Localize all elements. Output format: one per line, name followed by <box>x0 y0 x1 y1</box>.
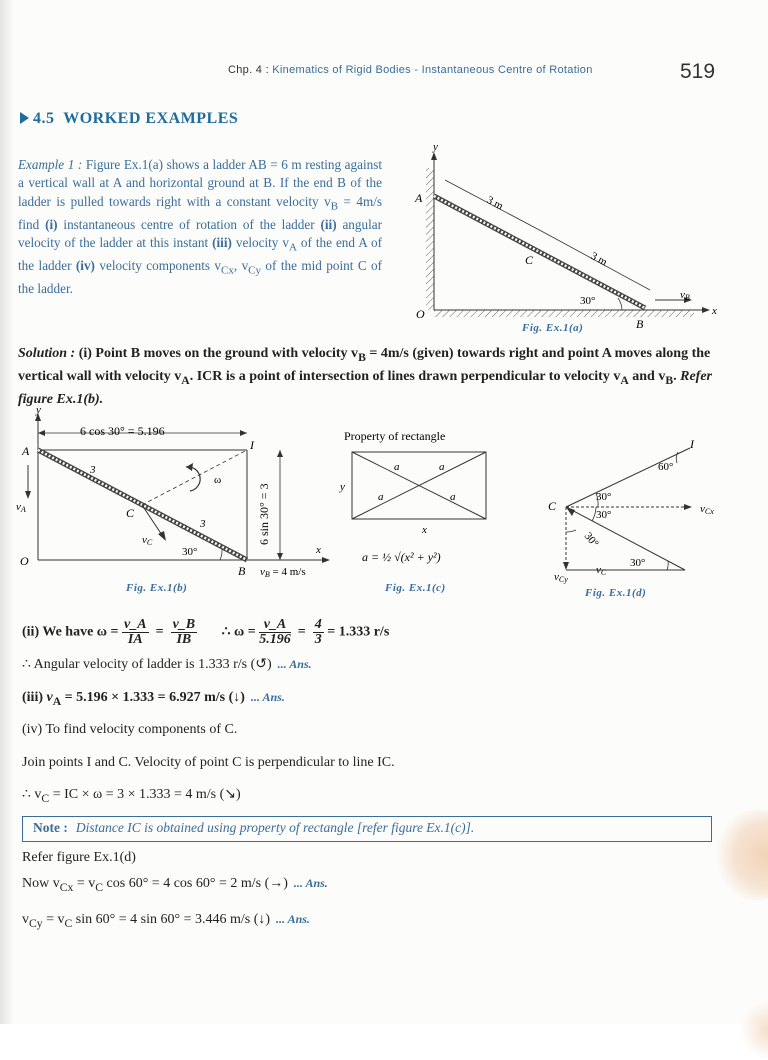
omega-label: ω <box>214 474 222 486</box>
thumb-photo-artifact-bottom <box>740 1000 768 1060</box>
answer-marker: ... Ans. <box>277 657 312 671</box>
vb-sub: B <box>684 293 690 302</box>
vc-arrow-head <box>566 507 575 516</box>
va-label <box>16 501 26 514</box>
label-a: a <box>439 461 445 473</box>
angle-label: 30° <box>182 546 198 558</box>
vc-label <box>142 534 153 547</box>
angle-30-label: 30° <box>596 509 612 521</box>
label-y: y <box>340 481 345 493</box>
vcx-label <box>700 503 714 516</box>
angle-arc-4 <box>667 561 668 570</box>
solution-text: . <box>673 368 681 384</box>
note-label: Note : <box>33 820 68 835</box>
sub-text: A <box>181 373 190 387</box>
sub-text: A <box>52 694 62 708</box>
vcx-arrow-head <box>684 504 692 510</box>
point-b-label: B <box>238 564 246 578</box>
solution-text: . ICR is a point of intersection of lines drawn perpendicular to velocity v <box>189 368 621 384</box>
part-iii-line <box>22 690 285 708</box>
figure-ex1a <box>400 140 730 340</box>
va-text: v <box>16 501 21 513</box>
answer-marker: ... Ans. <box>250 690 285 704</box>
line-text: ∴ v <box>22 787 42 802</box>
section-number: 4.5 <box>33 110 55 127</box>
figure-title: Property of rectangle <box>344 429 446 443</box>
vc-text: v <box>596 564 601 576</box>
length-label-upper: 3 <box>90 464 96 476</box>
denominator: IB <box>176 632 192 647</box>
result-text: = 1.333 r/s <box>327 624 390 640</box>
vc-sub: C <box>146 538 153 547</box>
figure-caption-a: Fig. Ex.1(a) <box>522 322 584 334</box>
length-label-upper: 3 m <box>484 194 506 213</box>
vb-value: = 4 m/s <box>269 566 306 578</box>
point-a-label: A <box>22 444 30 458</box>
point-o-label: O <box>20 554 29 568</box>
label-a: a <box>450 491 456 503</box>
omega-arc <box>186 467 200 491</box>
angle-arc <box>618 298 622 310</box>
va-arrow-head <box>25 491 31 499</box>
example-text: of the mid point C of the ladder. <box>18 258 383 297</box>
x-axis-arrow <box>702 307 710 313</box>
part-label: (iii) <box>22 690 43 705</box>
y-axis-arrow <box>431 152 437 160</box>
solution-label: Solution : <box>18 346 76 361</box>
figure-ex1b <box>10 405 340 580</box>
fraction-va-ia <box>122 618 149 647</box>
label-a: a <box>378 491 384 503</box>
part-label: (iii) <box>212 235 232 251</box>
point-o-label: O <box>416 307 425 321</box>
sub-text: C <box>95 880 104 894</box>
therefore-text: ∴ ω = <box>221 624 260 640</box>
solution-text: = 4m/s (given) towards right and point A moves along the vertical wall with velocity v <box>18 346 711 384</box>
chapter-title: Kinematics of Rigid Bodies - Instantaneous Centre of Rotation <box>272 64 593 76</box>
vc-label <box>596 564 607 577</box>
angle-arc-3 <box>566 530 576 532</box>
line-ic <box>566 448 690 507</box>
note-box <box>22 816 712 842</box>
section-heading <box>20 110 238 128</box>
top-dimension-label: 6 cos 30° = 5.196 <box>80 424 165 438</box>
dim-arrow-l <box>38 430 45 436</box>
vcx-line <box>22 876 328 894</box>
note-text: Distance IC is obtained using property of rectangle [refer figure Ex.1(c)]. <box>75 820 475 835</box>
point-c-label: C <box>126 506 135 520</box>
page-number: 519 <box>680 60 716 83</box>
example-text: instantaneous centre of rotation of the ladder <box>57 216 321 232</box>
sub-text: Cx <box>221 264 234 277</box>
line-text: cos 60° = 4 cos 60° = 2 m/s (→) <box>103 876 288 891</box>
angle-30-label: 30° <box>630 557 646 569</box>
angle-label: 30° <box>580 295 596 307</box>
formula: a = ½ √(x² + y²) <box>362 550 441 564</box>
example-text: = 4m/s find <box>18 193 383 232</box>
length-label-lower: 3 m <box>588 250 610 269</box>
sub-text: C <box>41 791 50 805</box>
line-text: ∴ Angular velocity of ladder is 1.333 r/s (↺) <box>22 657 272 672</box>
point-i-label: I <box>690 437 694 451</box>
example-text: velocity components v <box>94 258 222 274</box>
omega-arrow-head <box>186 463 193 471</box>
part-label: (ii) <box>22 624 40 640</box>
answer-marker: ... Ans. <box>293 876 328 890</box>
sub-text: B <box>358 350 366 364</box>
numerator: v_A <box>259 618 291 633</box>
example-text: of the end A of the ladder <box>18 235 382 274</box>
sub-text: B <box>330 200 339 213</box>
axis-x-label: x <box>316 544 321 556</box>
angle-30-label: 30° <box>581 530 601 550</box>
running-header <box>228 64 593 76</box>
label-a: a <box>394 461 400 473</box>
dim-arrow-t <box>277 450 283 457</box>
sub-text: Cy <box>29 916 43 930</box>
example-text: , v <box>233 258 249 274</box>
refer-figure-d-line: Refer figure Ex.1(d) <box>22 850 136 865</box>
denominator: IA <box>127 632 143 647</box>
vc-line <box>22 786 241 805</box>
vb-text: v <box>260 566 265 578</box>
part-ii-line: (ii) We have ω = $\frac{v\_A}{IA}$ = $\frac{v\_B}{IB}$ ∴ ω = $\frac{v\_A}{5.196}$ = $\frac{4}{3}$ = 1.333 r/s <box>22 617 390 647</box>
line-text: = 5.196 × 1.333 = 6.927 m/s (↓) <box>61 690 245 705</box>
sub-text: A <box>620 373 629 387</box>
line-text: v <box>43 690 53 705</box>
line-text: = v <box>73 876 96 891</box>
fraction-vb-ib <box>171 618 198 647</box>
vcy-arrow-head <box>563 562 569 570</box>
dim-arrow-b <box>277 553 283 560</box>
dim-arrow-r <box>240 430 247 436</box>
denominator: 5.196 <box>259 632 291 647</box>
sub-text: Cy <box>248 264 262 277</box>
va-sub: A <box>20 505 26 514</box>
vcy-sub: Cy <box>558 575 568 584</box>
part-label: (i) <box>45 216 58 232</box>
vc-text: v <box>142 534 147 546</box>
x-axis-arrow <box>322 557 330 563</box>
figure-reference: Refer figure Ex.1(b). <box>18 368 713 407</box>
axis-y-label: y <box>433 141 438 153</box>
chapter-label: Chp. 4 : <box>228 64 269 76</box>
ground-hatching <box>434 310 694 317</box>
section-title: WORKED EXAMPLES <box>63 110 239 127</box>
vb-text: v <box>680 289 685 301</box>
join-points-line: Join points I and C. Velocity of point C is perpendicular to line IC. <box>22 755 395 770</box>
point-b-label: B <box>636 317 644 331</box>
angle-30-label: 30° <box>596 491 612 503</box>
example-text: velocity v <box>231 235 289 251</box>
sub-text: A <box>288 241 297 254</box>
denominator: 3 <box>314 632 322 647</box>
angular-velocity-line <box>22 656 312 673</box>
part-label: (iv) <box>75 258 95 274</box>
angle-arc <box>220 548 222 560</box>
example-text: Figure Ex.1(a) shows a ladder AB = 6 m resting against a vertical wall at A and horizontal ground at B. If the end B of the ladder is pulled towards right with a constant velocity v <box>18 157 383 209</box>
vb-label <box>680 289 690 302</box>
vcy-label <box>554 571 568 584</box>
angle-60-label: 60° <box>658 461 674 473</box>
part-iv-line: (iv) To find velocity components of C. <box>22 722 238 737</box>
solution-text: and v <box>628 368 666 384</box>
solution-paragraph <box>18 344 738 409</box>
vcy-text: v <box>554 571 559 583</box>
line-text: = v <box>42 912 65 927</box>
example-label: Example 1 : <box>18 157 83 172</box>
line-text: sin 60° = 4 sin 60° = 3.446 m/s (↓) <box>72 912 271 927</box>
sub-text: B <box>665 373 674 387</box>
sub-text: C <box>64 916 73 930</box>
numerator: v_A <box>124 617 147 632</box>
vcx-text: v <box>700 503 705 515</box>
vc-arrow-head <box>158 531 166 541</box>
line-text: Now v <box>22 876 60 891</box>
point-c-label: C <box>548 499 557 513</box>
figure-caption-d: Fig. Ex.1(d) <box>585 587 647 599</box>
vb-label <box>260 566 306 579</box>
example-statement <box>18 156 382 299</box>
axis-y-label: y <box>36 404 41 416</box>
wall-hatching <box>426 168 434 310</box>
side-dimension-label: 6 sin 30° = 3 <box>257 483 271 545</box>
answer-marker: ... Ans. <box>276 912 310 926</box>
figure-caption-c: Fig. Ex.1(c) <box>385 582 446 594</box>
numerator: 4 <box>314 617 322 632</box>
figure-caption-b: Fig. Ex.1(b) <box>126 582 188 594</box>
solution-text: (i) Point B moves on the ground with velocity v <box>78 346 359 361</box>
line-text: v <box>22 912 29 927</box>
point-c-label: C <box>525 253 534 267</box>
ladder <box>434 196 645 308</box>
point-i-label: I <box>250 438 254 452</box>
length-label-lower: 3 <box>200 518 206 530</box>
vcx-sub: Cx <box>704 507 714 516</box>
fraction-va-5196 <box>259 618 291 647</box>
axis-x-label: x <box>712 305 717 317</box>
vb-sub: B <box>264 570 270 579</box>
figure-ex1c <box>336 426 516 571</box>
fraction-4-3 <box>313 618 324 647</box>
part-text: We have ω = <box>39 624 123 640</box>
point-a-label: A <box>415 191 423 205</box>
example-text: angular velocity of the ladder at this instant <box>18 216 382 251</box>
sub-text: Cx <box>59 880 74 894</box>
vc-sub: C <box>600 568 607 577</box>
label-x: x <box>422 524 427 536</box>
line-text: = IC × ω = 3 × 1.333 = 4 m/s (↘) <box>49 787 241 802</box>
numerator: v_B <box>172 617 196 632</box>
triangle-bullet-icon <box>20 112 29 124</box>
thumb-photo-artifact <box>712 810 768 900</box>
vcy-line <box>22 912 310 930</box>
ic-line <box>142 450 247 505</box>
figure-ex1d <box>540 430 750 590</box>
part-label: (ii) <box>320 216 337 232</box>
